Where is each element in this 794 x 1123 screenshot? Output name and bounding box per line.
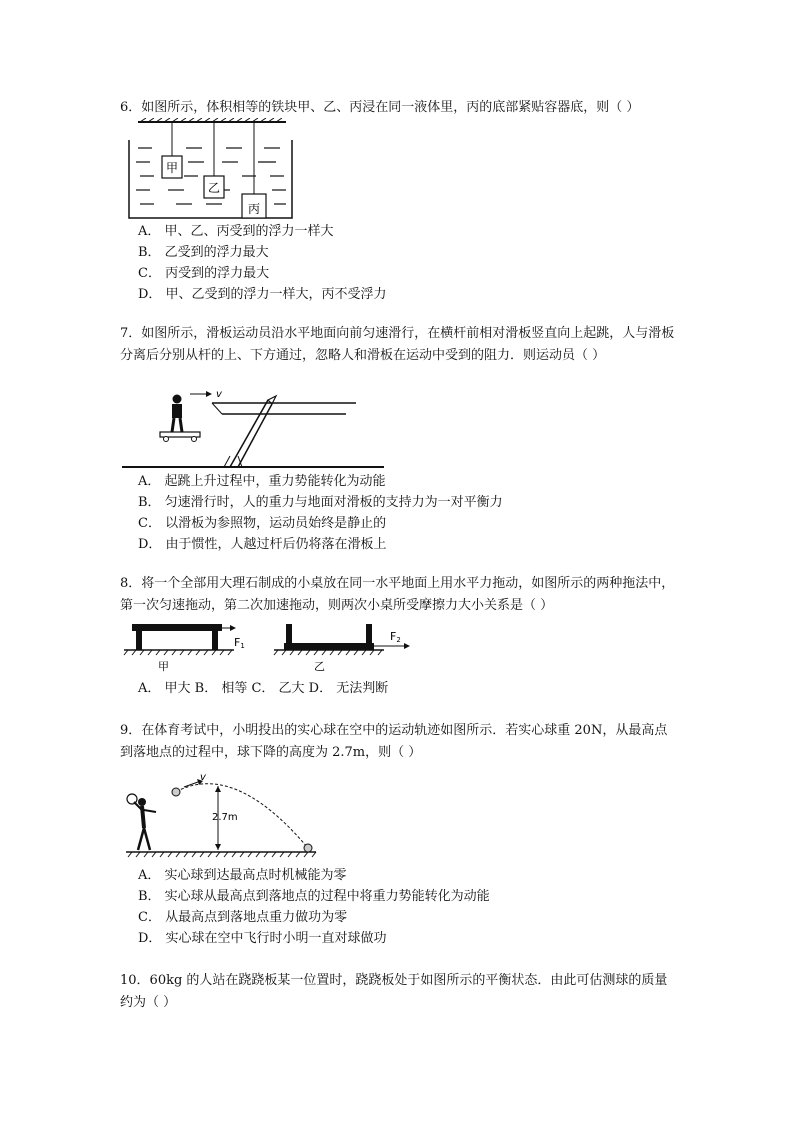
figure-q9-shotput bbox=[122, 772, 322, 858]
force-label-1: F1 bbox=[234, 636, 245, 650]
ball-trajectory bbox=[172, 784, 308, 848]
ball-launch bbox=[172, 788, 180, 796]
thrower-leg-right bbox=[144, 828, 150, 850]
skater-leg-right bbox=[180, 418, 182, 432]
velocity-label: v bbox=[216, 389, 222, 400]
force-label-2: F2 bbox=[390, 630, 401, 644]
question-8-stem: 8．将一个全部用大理石制成的小桌放在同一水平地面上用水平力拖动，如图所示的两种拖法中，第一次匀速拖动，第二次加速拖动，则两次小桌所受摩擦力大小关系是（ ） bbox=[120, 576, 675, 613]
q6-option-c: C． 丙受到的浮力最大 bbox=[138, 266, 270, 281]
q6-option-d: D． 甲、乙受到的浮力一样大，丙不受浮力 bbox=[138, 287, 387, 302]
velocity-arrowhead bbox=[206, 391, 212, 397]
question-9-stem: 9．在体育考试中，小明投出的实心球在空中的运动轨迹如图所示．若实心球重 20N，从最高点到落地点的过程中，球下降的高度为 2.7m，则（ ） bbox=[120, 723, 668, 760]
label-yi: 乙 bbox=[207, 181, 221, 195]
q8-options: A． 甲大 B． 相等 C． 乙大 D． 无法判断 bbox=[138, 681, 389, 696]
skater-leg-left bbox=[172, 418, 174, 432]
q6-option-b: B． 乙受到的浮力最大 bbox=[138, 245, 269, 260]
stand-pole-1 bbox=[230, 400, 268, 467]
height-arrow-bottom bbox=[215, 844, 221, 850]
question-10-stem: 10．60kg 的人站在跷跷板某一位置时，跷跷板处于如图所示的平衡状态．由此可估测球的质量约为（ ） bbox=[120, 973, 668, 1010]
stand-base-left bbox=[224, 456, 230, 467]
thrower-arm-right bbox=[144, 810, 156, 812]
thrower-head bbox=[138, 798, 146, 806]
height-label: 2.7m bbox=[212, 812, 238, 823]
q9-option-d: D． 实心球在空中飞行时小明一直对球做功 bbox=[138, 931, 387, 946]
height-arrow-top bbox=[215, 786, 221, 792]
q7-option-d: D． 由于惯性，人越过杆后仍将落在滑板上 bbox=[138, 537, 387, 552]
question-6-stem: 6．如图所示，体积相等的铁块甲、乙、丙浸在同一液体里，丙的底部紧贴容器底，则（ ） bbox=[120, 100, 640, 115]
table-leg-left-jia bbox=[136, 631, 142, 650]
q7-option-c: C． 以滑板为参照物，运动员始终是静止的 bbox=[138, 516, 387, 531]
label-yi: 乙 bbox=[314, 660, 325, 672]
table-top-yi bbox=[284, 643, 374, 650]
table-leg-left-yi bbox=[286, 624, 292, 643]
force-arrowhead-2 bbox=[404, 643, 410, 649]
label-jia: 甲 bbox=[158, 660, 169, 672]
velocity-label: v bbox=[200, 772, 206, 783]
q9-option-b: B． 实心球从最高点到落地点的过程中将重力势能转化为动能 bbox=[138, 889, 490, 904]
force-arrowhead-1 bbox=[230, 625, 236, 631]
table-leg-right-yi bbox=[366, 624, 372, 643]
q7-option-b: B． 匀速滑行时，人的重力与地面对滑板的支持力为一对平衡力 bbox=[138, 495, 503, 510]
label-jia: 甲 bbox=[165, 161, 179, 175]
table-leg-right-jia bbox=[212, 631, 218, 650]
q9-option-a: A． 实心球到达最高点时机械能为零 bbox=[138, 868, 347, 883]
q6-option-a: A． 甲、乙、丙受到的浮力一样大 bbox=[138, 224, 334, 239]
table-top-jia bbox=[132, 624, 222, 631]
question-7-stem: 7．如图所示，滑板运动员沿水平地面向前匀速滑行，在横杆前相对滑板竖直向上起跳，人与滑板分离后分别从杆的上、下方通过，忽略人和滑板在运动中受到的阻力．则运动员（ ） bbox=[120, 326, 675, 363]
figure-q7-skateboard bbox=[120, 388, 390, 470]
wheel-left bbox=[164, 437, 169, 442]
skater-body bbox=[172, 404, 182, 418]
q9-option-c: C． 从最高点到落地点重力做功为零 bbox=[138, 910, 348, 925]
q7-option-a: A． 起跳上升过程中，重力势能转化为动能 bbox=[138, 474, 386, 489]
label-bing: 丙 bbox=[247, 202, 261, 216]
skater-head bbox=[173, 395, 182, 404]
ball-landing bbox=[304, 844, 312, 852]
crossbar-end bbox=[212, 403, 222, 414]
figure-q6-buoyancy bbox=[126, 118, 296, 220]
thrower-leg-left bbox=[138, 828, 144, 850]
figure-q8-tables bbox=[120, 620, 420, 672]
wheel-right bbox=[192, 437, 197, 442]
